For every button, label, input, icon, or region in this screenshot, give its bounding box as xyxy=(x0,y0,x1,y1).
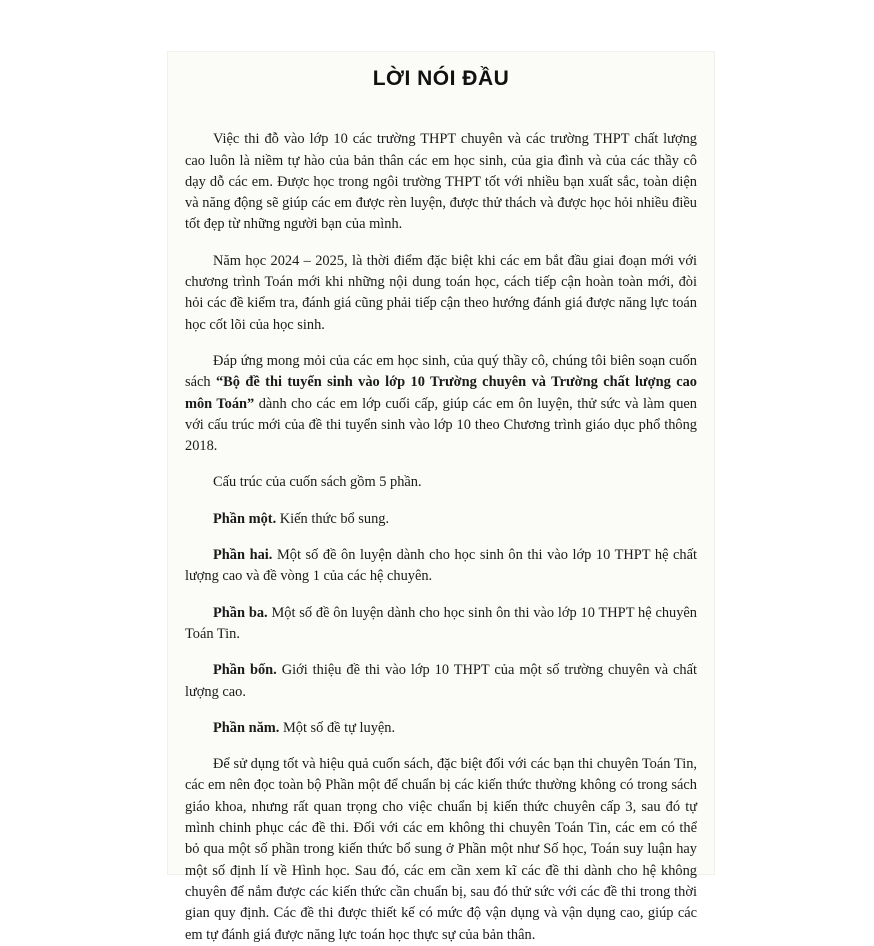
part-five xyxy=(185,718,697,739)
part-five-text: Một số đề tự luyện. xyxy=(279,719,396,736)
purpose-text-end: dành cho các em lớp cuối cấp, giúp các em ôn luyện, thử sức và làm quen với cấu trúc mới của đề thi tuyển sinh vào lớp 10 theo Chương trình giáo dục phổ thông 2018. xyxy=(185,395,697,455)
part-one-text: Kiến thức bổ sung. xyxy=(276,510,390,527)
paragraph-structure: Cấu trúc của cuốn sách gồm 5 phần. xyxy=(213,474,422,491)
part-three-text: Một số đề ôn luyện dành cho học sinh ôn thi vào lớp 10 THPT hệ chuyên Toán Tin. xyxy=(185,604,698,642)
part-two-text: Một số đề ôn luyện dành cho học sinh ôn thi vào lớp 10 THPT hệ chất lượng cao và đề vòng 1 của các hệ chuyên. xyxy=(185,547,698,585)
paragraph-intro: Việc thi đỗ vào lớp 10 các trường THPT chuyên và các trường THPT chất lượng cao luôn là niềm tự hào của bản thân các em học sinh, của gia đình và của các thầy cô dạy dỗ các em. Được học trong ngôi trường THPT tốt với nhiều bạn xuất sắc, toàn diện và năng động sẽ giúp các em được rèn luyện, được thử thách và được học hỏi nhiều điều tốt đẹp từ những người bạn của mình. xyxy=(185,131,697,233)
part-five-label: Phần năm. xyxy=(213,719,280,736)
part-one xyxy=(185,509,697,530)
part-three-label: Phần ba. xyxy=(213,604,268,621)
book-title: “Bộ đề thi tuyển sinh vào lớp 10 Trường chuyên và Trường chất lượng cao môn Toán” xyxy=(185,374,697,412)
page-title: LỜI NÓI ĐẦU xyxy=(372,67,510,90)
part-four-label: Phần bốn. xyxy=(213,662,277,679)
paragraph-usage-guide: Để sử dụng tốt và hiệu quả cuốn sách, đặc biệt đối với các bạn thi chuyên Toán Tin, các em nên đọc toàn bộ Phần một để chuẩn bị các kiến thức thường không có trong sách giáo khoa, nhưng rất quan trọng cho việc chuẩn bị kiến thức chuyên cấp 3, sau đó tự mình chinh phục các đề thi. Đối với các em không thi chuyên Toán Tin, các em có thể bỏ qua một số phần trong kiến thức bổ sung ở Phần một như Số học, Toán suy luận hay một số định lí về Hình học. Sau đó, các em cần xem kĩ các đề thi dành cho hệ không chuyên để nắm được các kiến thức cần chuẩn bị, sau đó thử sức với các đề thi trong thời gian quy định. Các đề thi được thiết kế có mức độ vận dụng và vận dụng cao, giúp các em tự đánh giá được năng lực toán học thực sự của bản thân. xyxy=(185,756,697,943)
paragraph-school-year: Năm học 2024 – 2025, là thời điểm đặc biệt khi các em bắt đầu giai đoạn mới với chương trình Toán mới khi những nội dung toán học, cách tiếp cận hoàn toàn mới, đòi hỏi các đề kiểm tra, đánh giá cũng phải tiếp cận theo hướng đánh giá được năng lực toán học cốt lõi của học sinh. xyxy=(185,252,697,333)
part-four-text: Giới thiệu đề thi vào lớp 10 THPT của một số trường chuyên và chất lượng cao. xyxy=(185,662,698,700)
part-four xyxy=(185,660,697,703)
part-two-label: Phần hai. xyxy=(213,547,273,564)
part-two xyxy=(185,545,697,588)
part-one-label: Phần một. xyxy=(213,510,277,527)
purpose-text-start: Đáp ứng mong mỏi của các em học sinh, của quý thầy cô, chúng tôi biên soạn cuốn sách xyxy=(185,352,697,391)
preface-content xyxy=(185,60,697,946)
part-three xyxy=(185,603,697,646)
paragraph-book-purpose xyxy=(185,351,697,457)
